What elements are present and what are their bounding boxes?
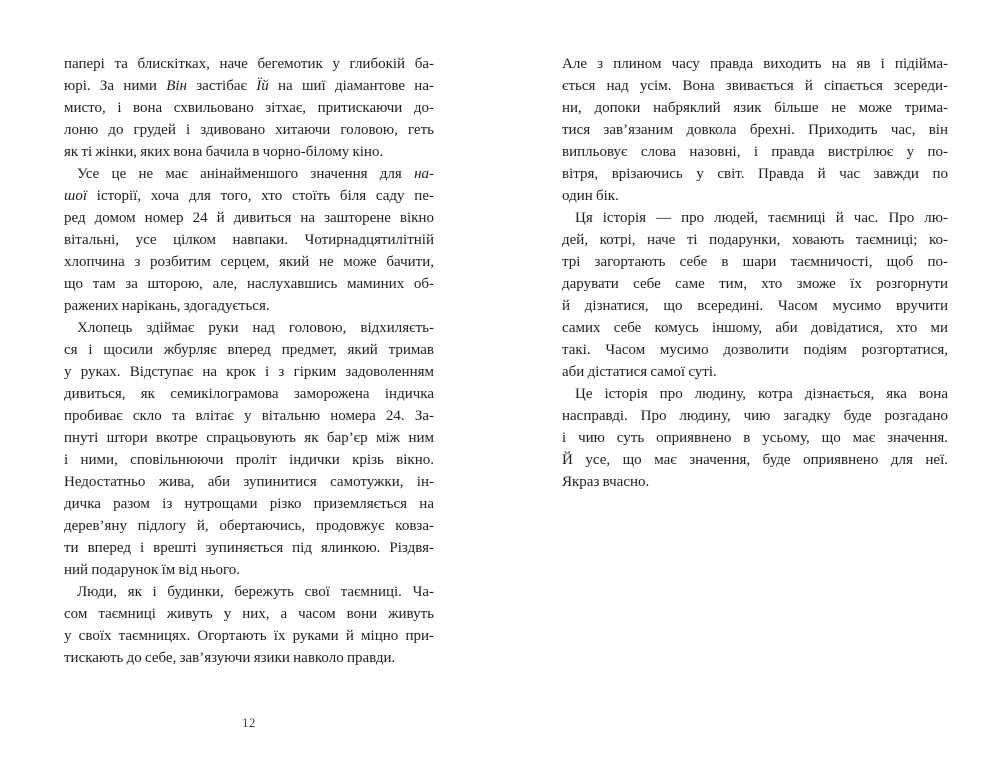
- text-line: дей, котрі, наче ті подарунки, ховають таємниці; ко-: [562, 232, 948, 248]
- text-line: ти вперед і врешті зупиняється під ялинкою. Різдвя-: [64, 540, 434, 556]
- text-line: у руках. Відступає на крок і з гірким задоволенням: [64, 364, 434, 380]
- text-line: ний подарунок їм від нього.: [64, 562, 241, 578]
- text-line: папері та блискітках, наче бегемотик у глибокій ба-: [64, 56, 434, 72]
- text-line: один бік.: [562, 188, 619, 204]
- text-line: як ті жінки, яких вона бачила в чорно-білому кіно.: [64, 144, 384, 160]
- text-line: пробиває скло та влітає у вітальню номера 24. За-: [64, 408, 434, 424]
- text-line: у своїх таємницях. Огортають їх руками й міцно при-: [64, 628, 434, 644]
- text-line: самих себе комусь іншому, аби довідатися, хто ми: [562, 320, 948, 336]
- text-line: Недостатньо жива, аби зупинитися самотужки, ін-: [64, 474, 434, 490]
- text-line: Й усе, що має значення, буде оприявнено для неї.: [562, 452, 948, 468]
- text-line: аби дістатися самої суті.: [562, 364, 717, 380]
- text-line: Люди, як і будинки, бережуть свої таємниці. Ча-: [77, 584, 434, 600]
- text-line: дерев’яну підлогу й, обертаючись, продовжує ковза-: [64, 518, 434, 534]
- text-line: й дізнатися, що всередині. Часом мусимо вручити: [562, 298, 948, 314]
- left-page-number: 12: [242, 716, 256, 730]
- text-line: і ними, сповільнюючи проліт індички крізь вікно.: [64, 452, 434, 468]
- text-line: Ця історія — про людей, таємниці й час. Про лю-: [575, 210, 948, 226]
- text-line: Але з плином часу правда виходить на яв і підійма-: [562, 56, 948, 72]
- text-line: і чию суть оприявнено в усьому, що має значення.: [562, 430, 948, 446]
- text-line: юрі. За ними Він застібає Їй на шиї діамантове на-: [64, 78, 434, 94]
- left-page-text: [64, 53, 434, 669]
- text-line: дичка разом із нутрощами різко приземляється на: [64, 496, 434, 512]
- text-line: трі загортають себе в шари таємничості, щоб по-: [562, 254, 948, 270]
- text-line: Якраз вчасно.: [562, 474, 650, 490]
- text-line: що там за шторою, але, наслухавшись маминих об-: [64, 276, 434, 292]
- text-line: ся і щосили жбурляє вперед предмет, який тримав: [64, 342, 434, 358]
- text-line: тискають до себе, зав’язуючи язики навколо правди.: [64, 650, 396, 666]
- text-line: хлопчина з розбитим серцем, який не може бачити,: [64, 254, 434, 270]
- text-line: шої історії, хоча для того, хто стоїть біля саду пе-: [64, 188, 434, 204]
- text-line: мисто, і вона схвильовано зітхає, притискаючи до-: [64, 100, 434, 116]
- text-line: ред домом номер 24 й дивиться на зашторене вікно: [64, 210, 434, 226]
- text-line: ни, допоки набряклий язик більше не може трима-: [562, 100, 948, 116]
- right-page-text: [562, 53, 948, 493]
- text-line: лоню до грудей і здивовано хитаючи головою, геть: [64, 122, 434, 138]
- text-line: дивиться, як семикілограмова заморожена індичка: [64, 386, 434, 402]
- text-line: Хлопець здіймає руки над головою, відхиляєть-: [77, 320, 434, 336]
- text-line: пнуті штори вкотре спрацьовують як бар’єр між ним: [64, 430, 434, 446]
- text-line: дарувати себе саме тим, хто зможе їх розгорнути: [562, 276, 948, 292]
- text-line: сом таємниці живуть у них, а часом вони живуть: [64, 606, 434, 622]
- text-line: насправді. Про людину, чию загадку буде розгадано: [562, 408, 948, 424]
- text-line: ється над усім. Вона звивається й сіпається зсереди-: [562, 78, 948, 94]
- text-line: вітря, врізаючись у світ. Правда й час завжди по: [562, 166, 948, 182]
- text-line: Усе це не має анінайменшого значення для на-: [77, 166, 434, 182]
- text-line: ражених нарікань, здогадується.: [64, 298, 270, 314]
- text-line: Це історія про людину, котра дізнається, яка вона: [575, 386, 948, 402]
- text-line: вітальні, усе цілком навпаки. Чотирнадцятилітній: [64, 232, 434, 248]
- text-line: такі. Часом мусимо дозволити подіям розгортатися,: [562, 342, 948, 358]
- text-line: тися зав’язаним довкола брехні. Приходить час, він: [562, 122, 948, 138]
- text-line: випльовує слова назовні, і правда вистрілює у по-: [562, 144, 948, 160]
